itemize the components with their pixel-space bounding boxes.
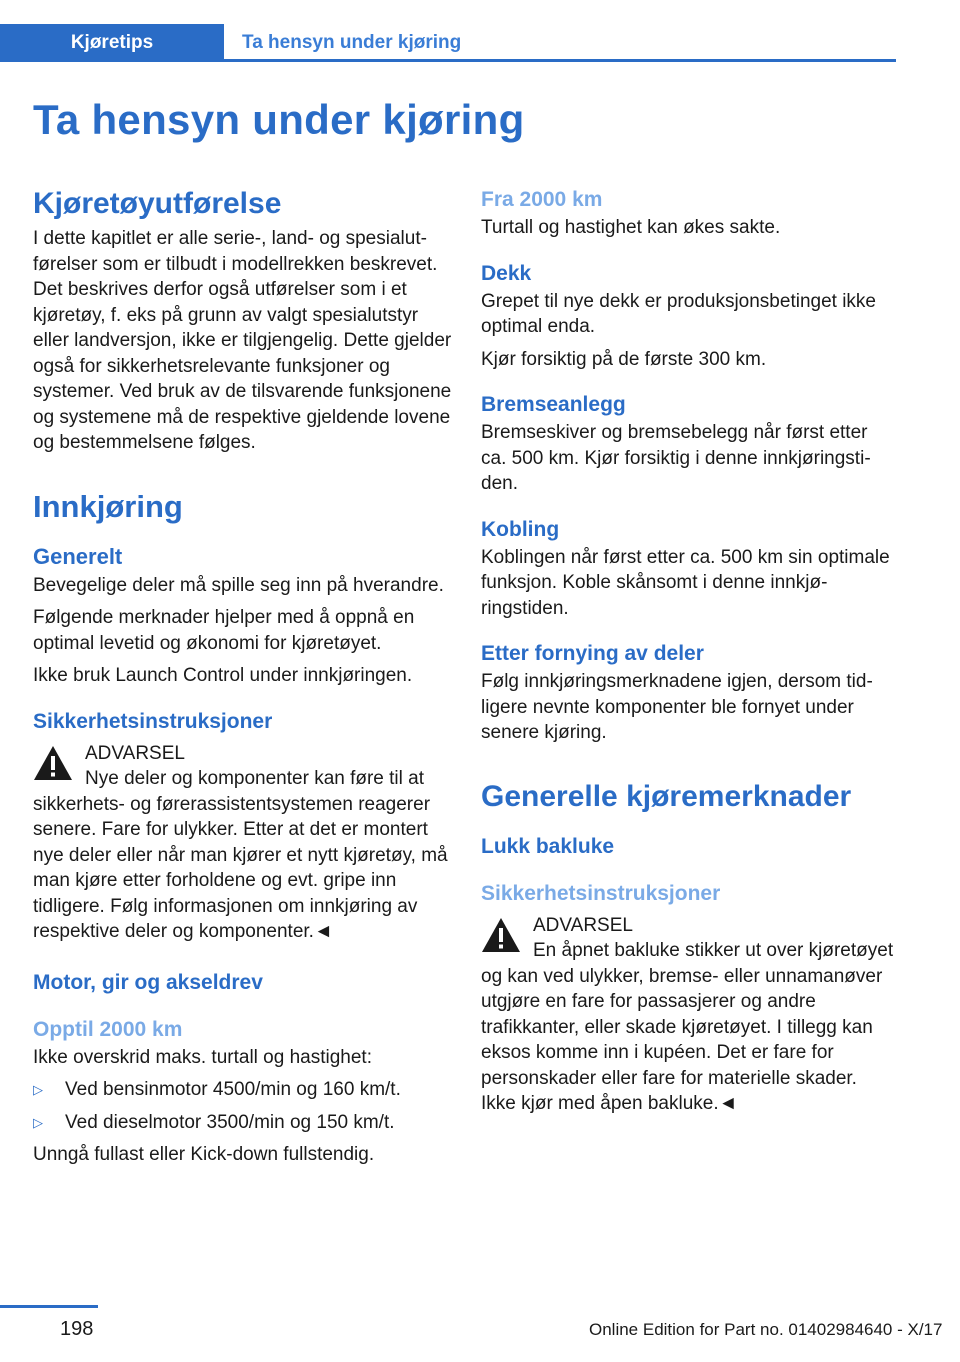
heading-generelt: Generelt [33, 543, 123, 569]
generelt-p2: Følgende merknader hjelper med å oppnå en optimal levetid og økonomi for kjøretøyet. [33, 607, 415, 654]
heading-sikkerhet-right: Sikkerhetsinstruksjoner [481, 881, 721, 905]
heading-fra: Fra 2000 km [481, 188, 603, 211]
footer-rule [0, 1305, 98, 1308]
chapter-tab[interactable]: Kjøretips [0, 24, 224, 62]
warning-text-left: Nye deler og komponenter kan føre til at sikkerhets- og førerassistentsystemen reagerer senere. Fare for ulykker. Etter at det er montert nye deler eller når man kjører et nytt kjøretøy, må man kjøre etter forholdene og evt. gripe inn tidligere. Følg informasjonen om innkjøring av respektive deler og komponenter.◄ [33, 768, 448, 942]
opptil-text: Ikke overskrid maks. turtall og hastighet: [33, 1046, 372, 1068]
heading-opptil: Opptil 2000 km [33, 1017, 183, 1041]
list-item: ▷ Ved dieselmotor 3500/min og 150 km/t. [33, 1110, 453, 1136]
warning-block-right [481, 913, 896, 1117]
left-column [33, 186, 453, 1175]
heading-kobling: Kobling [481, 517, 560, 541]
heading-etter: Etter fornying av deler [481, 642, 704, 665]
fra-text: Turtall og hastighet kan økes sakte. [481, 217, 781, 238]
heading-motor: Motor, gir og akseldrev [33, 970, 263, 994]
heading-sikkerhet-left: Sikkerhetsinstruksjoner [33, 709, 273, 733]
list-item: ▷ Ved bensinmotor 4500/min og 160 km/t. [33, 1077, 453, 1103]
generelt-p3: Ikke bruk Launch Control under innkjøringen. [33, 665, 413, 686]
etter-text: Følg innkjøringsmerknadene igjen, dersom tidligere nevnte komponenter ble fornyet under senere kjøring. [481, 671, 873, 743]
heading-lukk: Lukk bakluke [481, 834, 615, 858]
warning-triangle-icon [481, 917, 521, 953]
speed-limit-list [33, 1077, 453, 1135]
warning-label-left: ADVARSEL [85, 742, 185, 764]
heading-innkjoring: Innkjøring [33, 488, 183, 524]
page-title: Ta hensyn under kjøring [33, 96, 525, 143]
unnga-text: Unngå fullast eller Kick-down fullstendig. [33, 1144, 375, 1165]
heading-dekk: Dekk [481, 261, 532, 285]
page-header [0, 24, 896, 62]
heading-generelle: Generelle kjøremerknader [481, 779, 852, 813]
generelt-p1: Bevegelige deler må spille seg inn på hverandre. [33, 574, 444, 596]
heading-brems: Bremseanlegg [481, 393, 626, 416]
right-column [481, 186, 896, 1123]
bullet-triangle-icon: ▷ [33, 1114, 43, 1130]
section-tab[interactable]: Ta hensyn under kjøring [242, 32, 462, 53]
brems-text: Bremseskiver og bremsebelegg når først etter ca. 500 km. Kjør forsiktig i denne innkjøringstiden. [481, 422, 871, 494]
bullet-triangle-icon: ▷ [33, 1082, 43, 1097]
page-number: 198 [60, 1318, 94, 1340]
warning-label-right: ADVARSEL [533, 914, 633, 936]
edition-text: Online Edition for Part no. 01402984640 - X/17 [589, 1320, 943, 1339]
heading-kjoretoy: Kjøretøyutførelse [33, 187, 282, 220]
warning-block-left [33, 741, 453, 945]
dekk-p2: Kjør forsiktig på de første 300 km. [481, 348, 767, 370]
warning-triangle-icon [33, 745, 73, 781]
warning-text-right: En åpnet bakluke stikker ut over kjøretøyet og kan ved ulykker, bremse- eller unnamanøver utgjøre en fare for passasjerer og andre trafikkanter, eller skade kjøretøyet. I tillegg kan eksos komme inn i kupéen. Det er fare for personskader eller fare for materielle skader. Ikke kjør med åpen bakluke.◄ [481, 940, 894, 1114]
dekk-p1: Grepet til nye dekk er produksjonsbetinget ikke optimal enda. [481, 290, 876, 337]
kjoretoy-text: I dette kapitlet er alle serie-, land- og spesialutførelser som er tilbudt i modellrekken beskrevet. Det beskrives derfor også utførelser som i et kjøretøy, f. eks på grunn av valgt spesialutstyr eller landversjon, ikke er tilgjengelig. Dette gjelder også for sikkerhetsrelevante funksjoner og systemer. Ved bruk av de tilsvarende funksjonene og systemene må de respektive gjeldende lovene og bestemmelsene følges. [33, 228, 452, 453]
kobling-text: Koblingen når først etter ca. 500 km sin optimale funksjon. Koble skånsomt i denne innkjøringstiden. [481, 546, 890, 619]
